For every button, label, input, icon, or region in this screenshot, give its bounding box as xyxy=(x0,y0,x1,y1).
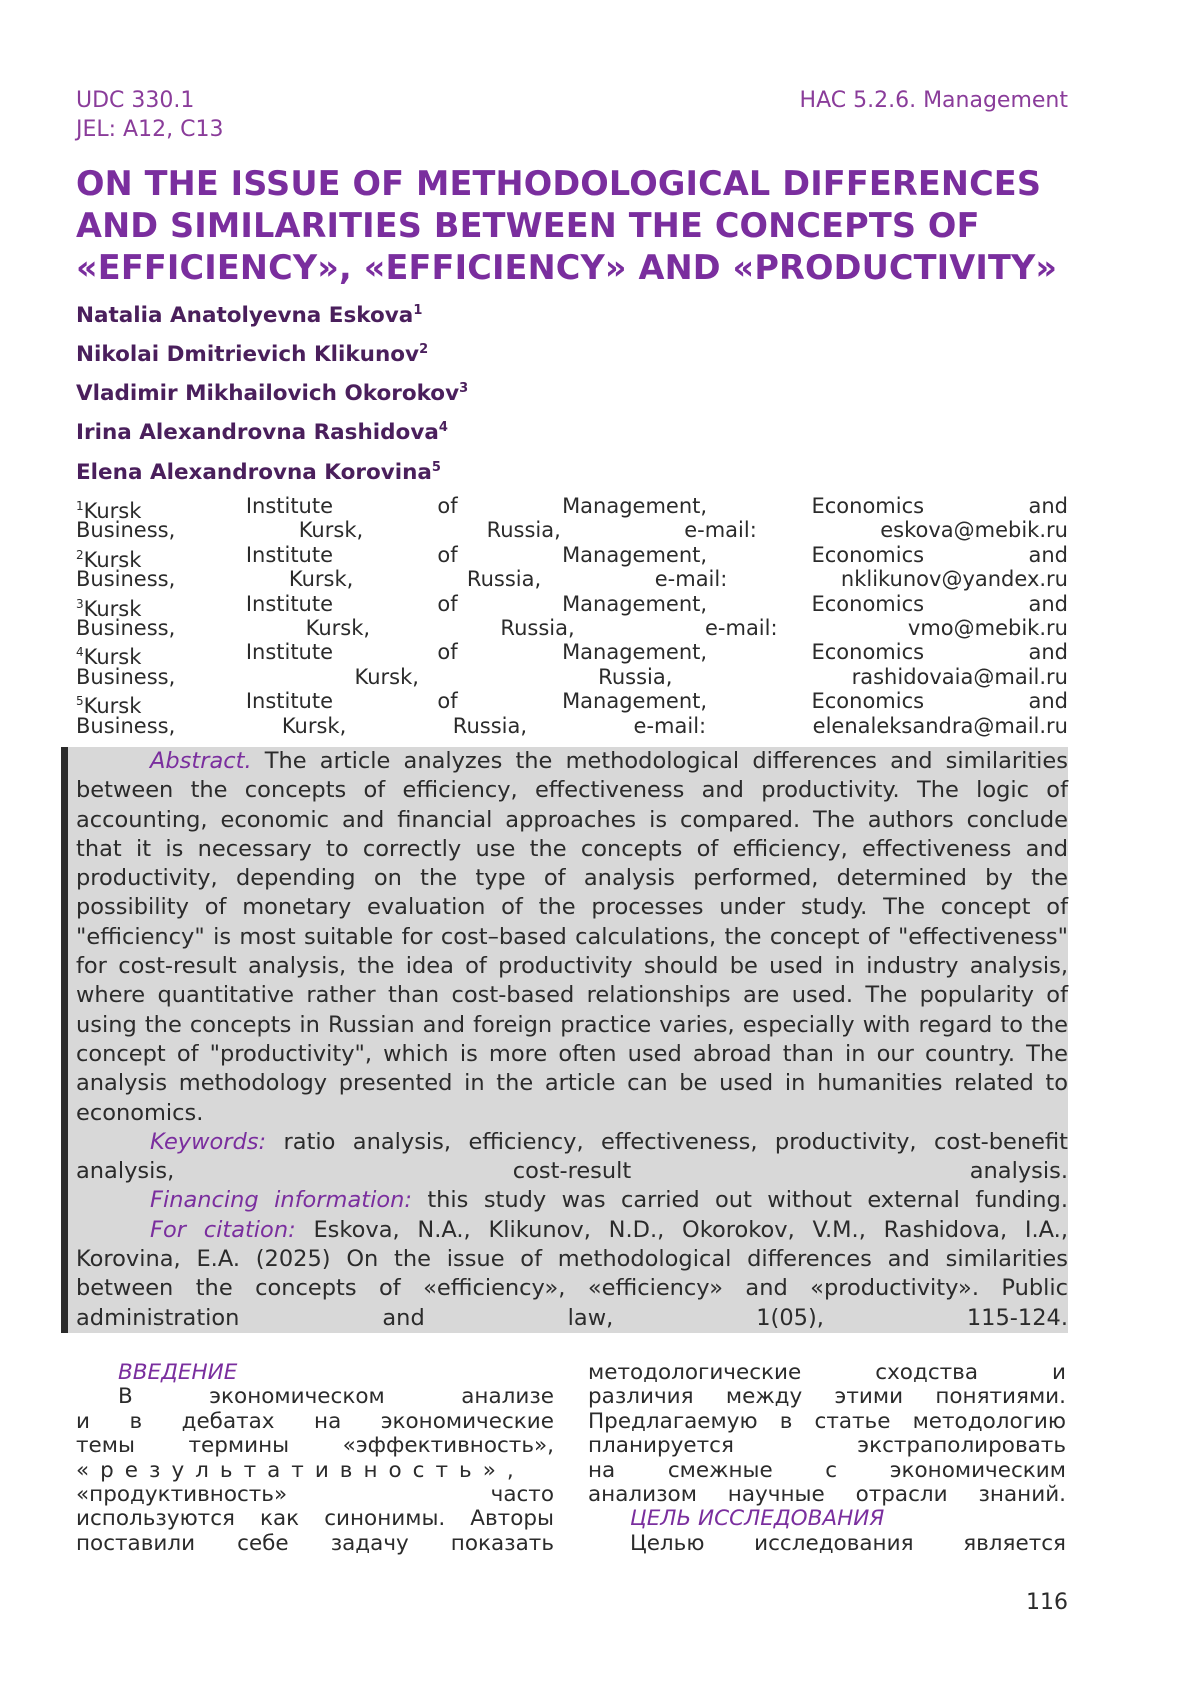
affiliation-word: and xyxy=(1028,543,1068,567)
body-line: В экономическом анализе xyxy=(76,1385,554,1409)
body-line: «результативность», xyxy=(76,1459,554,1483)
affiliation-word: Economics xyxy=(811,494,924,518)
affiliation-word: Business, xyxy=(76,714,175,738)
body-line: и в дебатах на экономические xyxy=(76,1410,554,1434)
affiliation-word: Kursk, xyxy=(355,665,419,689)
email-link[interactable]: elenaleksandra@mail.ru xyxy=(813,714,1068,738)
author: Vladimir Mikhailovich Okorokov3 xyxy=(76,372,468,411)
affiliation-word: and xyxy=(1028,689,1068,713)
affiliation-word: 2Kursk xyxy=(76,543,141,567)
affiliation-marker: 2 xyxy=(76,548,84,562)
affiliation-line xyxy=(76,543,1068,567)
affiliation-line xyxy=(76,494,1068,518)
email-link[interactable]: eskova@mebik.ru xyxy=(880,518,1068,542)
body-line: на смежные с экономическим xyxy=(588,1459,1066,1483)
affiliation-word: e-mail: xyxy=(634,714,707,738)
affiliation-word: of xyxy=(437,640,457,664)
affiliation-word: Russia, xyxy=(453,714,527,738)
affiliation-word: Economics xyxy=(811,592,924,616)
affiliation-marker: 5 xyxy=(76,694,84,708)
affiliation-word: and xyxy=(1028,640,1068,664)
affiliation-line xyxy=(76,640,1068,664)
affiliation-word: Kursk, xyxy=(282,714,346,738)
body-line: различия между этими понятиями. xyxy=(588,1385,1066,1409)
funding-paragraph xyxy=(76,1186,1068,1215)
keywords-label: Keywords: xyxy=(150,1129,266,1155)
body-column-right xyxy=(588,1361,1066,1556)
affiliation-word: Kursk, xyxy=(289,567,353,591)
affiliation-line xyxy=(76,592,1068,616)
affiliation-word: Russia, xyxy=(598,665,672,689)
abstract-paragraph xyxy=(76,747,1068,1128)
citation-paragraph xyxy=(76,1216,1068,1333)
body-line: Целью исследования является xyxy=(588,1532,1066,1556)
body-line: Предлагаемую в статье методологию xyxy=(588,1410,1066,1434)
affiliation-word: Economics xyxy=(811,543,924,567)
funding-label: Financing information: xyxy=(150,1187,412,1213)
affiliation-word: and xyxy=(1028,592,1068,616)
email-link[interactable]: vmo@mebik.ru xyxy=(908,616,1068,640)
title-line: AND SIMILARITIES BETWEEN THE CONCEPTS OF xyxy=(76,205,1076,247)
affiliation-word: and xyxy=(1028,494,1068,518)
affiliation-marker: 4 xyxy=(76,645,84,659)
affiliation-line xyxy=(76,518,1068,542)
affiliation-line xyxy=(76,616,1068,640)
body-line: поставили себе задачу показать xyxy=(76,1532,554,1556)
body-line: методологические сходства и xyxy=(588,1361,1066,1385)
affiliation-marker: 1 xyxy=(76,499,84,513)
affiliation-word: Business, xyxy=(76,616,175,640)
affiliation-word: e-mail: xyxy=(705,616,778,640)
affiliation-word: 1Kursk xyxy=(76,494,141,518)
jel-code: JEL: A12, C13 xyxy=(76,115,223,144)
abstract-box xyxy=(61,747,1068,1333)
affiliation-word: Management, xyxy=(562,543,707,567)
funding-text: this study was carried out without external funding. xyxy=(427,1187,1068,1213)
affiliation-word: 3Kursk xyxy=(76,592,141,616)
body-line: используются как синонимы. Авторы xyxy=(76,1507,554,1531)
body-line: анализом научные отрасли знаний. xyxy=(588,1483,1066,1507)
affiliation-word: e-mail: xyxy=(684,518,757,542)
affiliation-word: Economics xyxy=(811,640,924,664)
abstract-label: Abstract. xyxy=(150,748,252,774)
body-line: «продуктивность» часто xyxy=(76,1483,554,1507)
keywords-paragraph xyxy=(76,1128,1068,1187)
email-link[interactable]: rashidovaia@mail.ru xyxy=(852,665,1068,689)
affiliation-list xyxy=(76,494,1068,738)
affiliation-word: Business, xyxy=(76,665,175,689)
affiliation-word: Institute xyxy=(246,494,333,518)
classification-codes xyxy=(76,86,223,144)
affiliation-word: of xyxy=(437,543,457,567)
body-line: темы термины «эффективность», xyxy=(76,1434,554,1458)
affiliation-word: Institute xyxy=(246,640,333,664)
body-line: планируется экстраполировать xyxy=(588,1434,1066,1458)
affiliation-line xyxy=(76,665,1068,689)
author-list xyxy=(76,294,468,490)
affiliation-word: Economics xyxy=(811,689,924,713)
affiliation-word: e-mail: xyxy=(655,567,728,591)
body-column-left xyxy=(76,1361,554,1556)
affiliation-word: Kursk, xyxy=(299,518,363,542)
affiliation-word: Institute xyxy=(246,592,333,616)
article-title xyxy=(76,163,1076,289)
udc-code: UDC 330.1 xyxy=(76,86,223,115)
affiliation-word: Russia, xyxy=(487,518,561,542)
affiliation-marker: 3 xyxy=(76,597,84,611)
affiliation-word: Management, xyxy=(562,640,707,664)
affiliation-word: Kursk, xyxy=(306,616,370,640)
author: Natalia Anatolyevna Eskova1 xyxy=(76,294,468,333)
affiliation-word: of xyxy=(437,689,457,713)
author: Irina Alexandrovna Rashidova4 xyxy=(76,411,468,450)
affiliation-line xyxy=(76,714,1068,738)
affiliation-word: Management, xyxy=(562,494,707,518)
title-line: ON THE ISSUE OF METHODOLOGICAL DIFFERENCES xyxy=(76,163,1076,205)
article-page xyxy=(0,0,1200,1697)
affiliation-line xyxy=(76,689,1068,713)
affiliation-word: Business, xyxy=(76,567,175,591)
keywords-text: ratio analysis, efficiency, effectiveness, productivity, cost-benefit analysis, cost-result analysis. xyxy=(76,1129,1068,1184)
affiliation-word: 5Kursk xyxy=(76,689,141,713)
title-line: «EFFICIENCY», «EFFICIENCY» AND «PRODUCTIVITY» xyxy=(76,247,1076,289)
section-heading-research-goal: ЦЕЛЬ ИССЛЕДОВАНИЯ xyxy=(588,1507,1066,1531)
affiliation-word: Business, xyxy=(76,518,175,542)
hac-code: HAC 5.2.6. Management xyxy=(800,86,1068,115)
affiliation-word: Institute xyxy=(246,543,333,567)
affiliation-word: 4Kursk xyxy=(76,640,141,664)
affiliation-word: Management, xyxy=(562,592,707,616)
affiliation-word: Russia, xyxy=(500,616,574,640)
page-number: 116 xyxy=(1026,1590,1068,1615)
author: Nikolai Dmitrievich Klikunov2 xyxy=(76,333,468,372)
citation-label: For citation: xyxy=(150,1217,296,1243)
affiliation-word: Russia, xyxy=(467,567,541,591)
abstract-text: The article analyzes the methodological differences and similarities between the concepts of efficiency, effectiveness and productivity. The logic of accounting, economic and financial approaches is compared. The authors conclude that it is necessary to correctly use the concepts of efficiency, effectiveness and productivity, depending on the type of analysis performed, determined by the possibility of monetary evaluation of the processes under study. The concept of "efficiency" is most suitable for cost–based calculations, the concept of "effectiveness" for cost-result analysis, the idea of productivity should be used in industry analysis, where quantitative rather than cost-based relationships are used. The popularity of using the concepts in Russian and foreign practice varies, especially with regard to the concept of "productivity", which is more often used abroad than in our country. The analysis methodology presented in the article can be used in humanities related to economics. xyxy=(76,748,1068,1126)
author: Elena Alexandrovna Korovina5 xyxy=(76,451,468,490)
affiliation-line xyxy=(76,567,1068,591)
email-link[interactable]: nklikunov@yandex.ru xyxy=(841,567,1068,591)
citation-text: Eskova, N.A., Klikunov, N.D., Okorokov, V.M., Rashidova, I.A., Korovina, E.A. (2025) On the issue of methodological differences and similarities between the concepts of «efficiency», «efficiency» and «productivity». Public administration and law, 1(05), 115-124. xyxy=(76,1217,1068,1331)
affiliation-word: of xyxy=(437,592,457,616)
affiliation-word: of xyxy=(437,494,457,518)
affiliation-word: Institute xyxy=(246,689,333,713)
section-heading-introduction: ВВЕДЕНИЕ xyxy=(76,1361,554,1385)
affiliation-word: Management, xyxy=(562,689,707,713)
